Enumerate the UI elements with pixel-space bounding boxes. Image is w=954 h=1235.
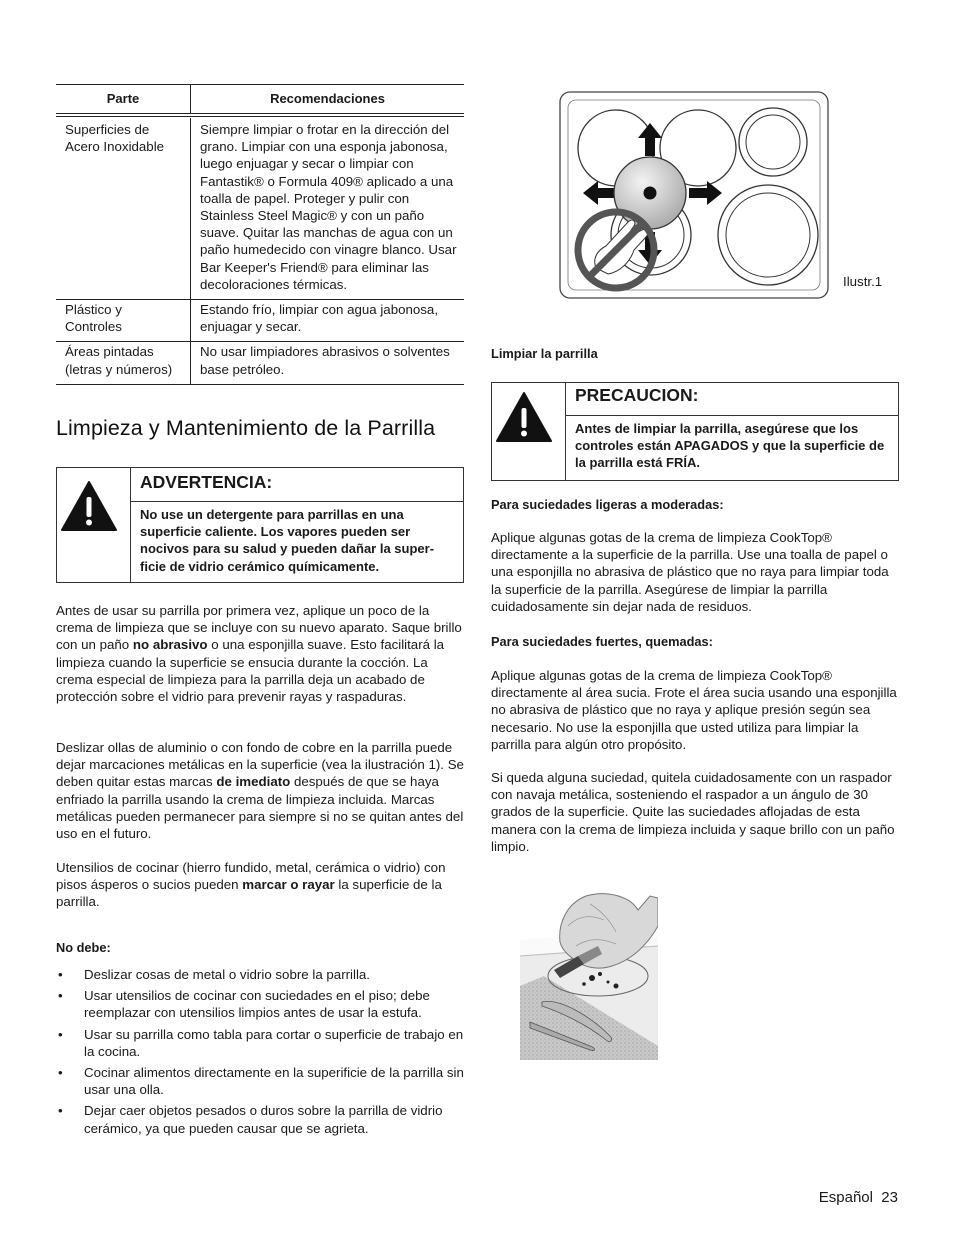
cell-recommendation: No usar limpiadores abrasivos o solventes base petróleo.: [200, 344, 450, 377]
list-item: • Dejar caer objetos pesados o duros sobre la parrilla de vidrio cerámico, ya que pueden causar que se agrieta.: [56, 1102, 466, 1136]
paragraph-metal-marks: Deslizar ollas de aluminio o con fondo de cobre en la parrilla puede dejar marcaciones metálicas en la superficie (vea la ilustración 1). Se deben quitar estas marcas de imediato después de que se haya enfriado la parrilla usando la crema de limpieza incluida. Marcas metálicas pueden permanecer para siempre si no se quitan antes del uso en el futuro.: [56, 740, 464, 842]
caution-box: [491, 382, 899, 481]
page-footer: Español 23: [818, 1189, 898, 1206]
list-item: • Usar su parrilla como tabla para cortar o superficie de trabajo en la cocina.: [56, 1026, 466, 1060]
list-item: • Usar utensilios de cocinar con suciedades en el piso; debe reemplazar con utensilios limpios antes de usar la estufa.: [56, 987, 466, 1021]
no-debe-list: [56, 966, 466, 1141]
caution-title: PRECAUCION:: [566, 383, 898, 416]
section-title: Limpieza y Mantenimiento de la Parrilla: [56, 416, 436, 440]
cell-part: Superficies de Acero Inoxidable: [56, 118, 191, 299]
table-row: [56, 118, 464, 300]
table-row: [56, 300, 464, 342]
heavy-soil-text: Aplique algunas gotas de la crema de limpieza CookTop® directamente al área sucia. Frote el área sucia usando una esponjilla no abrasiva de plástico que no raya y aplique presión según sea necesario. No use la esponjilla que usted utiliza para limpiar la parrilla para algún otro propósito.: [491, 668, 897, 752]
cell-part: Plástico y Controles: [56, 300, 191, 341]
warning-title: ADVERTENCIA:: [131, 468, 463, 502]
limpiar-title: Limpiar la parrilla: [491, 346, 598, 361]
scraper-illustration: [520, 886, 658, 1060]
light-soil-title: Para suciedades ligeras a moderadas:: [491, 497, 724, 512]
care-table: [56, 84, 464, 385]
paragraph-utensils: Utensilios de cocinar (hierro fundido, metal, cerámica o vidrio) con pisos ásperos o sucios pueden marcar o rayar la superficie de la parrilla.: [56, 860, 446, 910]
cooktop-illustration: [558, 90, 830, 302]
header-parte: Parte: [56, 85, 191, 113]
warning-box: [56, 467, 464, 583]
caution-text: Antes de limpiar la parrilla, asegúrese que los controles están APAGADOS y que la superficie de la parrilla está FRÍA.: [575, 421, 885, 471]
cell-recommendation: Siempre limpiar o frotar en la dirección del grano. Limpiar con una esponja jabonosa, luego enjuagar y secar o limpiar con Fantastik® o Formula 409® aplicado a una toalla de papel. Proteger y pulir con Stainless Steel Magic® y con un paño suave. Quitar las manchas de agua con un paño humedecido con vinagre blanco. Usar Bar Keeper's Friend® para eliminar las decoloraciones térmicas.: [200, 122, 457, 292]
cell-part: Áreas pintadas (letras y números): [56, 342, 191, 383]
illustration-1-label: Ilustr.1: [843, 274, 883, 289]
table-row: [56, 342, 464, 384]
cell-recommendation: Estando frío, limpiar con agua jabonosa, enjuagar y secar.: [200, 302, 439, 335]
list-item: • Deslizar cosas de metal o vidrio sobre la parrilla.: [56, 966, 466, 983]
light-soil-text: Aplique algunas gotas de la crema de limpieza CookTop® directamente a la superficie de la parrilla. Use una toalla de papel o una esponjilla no abrasiva de plástico que no raya para limpiar toda la superficie de la parrilla. Asegúrese de limpiar la parrilla cuidadosamente sin dejar nada de residuos.: [491, 530, 889, 614]
no-debe-title: No debe:: [56, 940, 111, 955]
scraper-text: Si queda alguna suciedad, quitela cuidadosamente con un raspador con navaja metálica, sosteniendo el raspador a un ángulo de 30 grados de la superficie. Quite las suciedades aflojadas de esta manera con la crema de limpieza incluida y saque brillo con un paño limpio.: [491, 770, 895, 854]
warning-text: No use un detergente para parrillas en una superficie caliente. Los vapores pueden ser nocivos para su salud y pueden dañar la super-ficie de vidrio cerámico químicamente.: [140, 507, 435, 574]
warning-triangle-icon: [60, 480, 118, 532]
table-header: [56, 85, 464, 114]
heavy-soil-title: Para suciedades fuertes, quemadas:: [491, 634, 713, 649]
header-recomendaciones: Recomendaciones: [270, 91, 385, 106]
paragraph-first-use: Antes de usar su parrilla por primera vez, aplique un poco de la crema de limpieza que se incluye con su nuevo aparato. Saque brillo con un paño no abrasivo o una esponjilla suave. Esto facilitará la limpieza cuando la superficie se ensucia durante la cocción. La crema especial de limpieza para la parrilla deja un acabado de protección sobre el vidrio para prevenir rayas y raspaduras.: [56, 603, 462, 705]
list-item: • Cocinar alimentos directamente en la superificie de la parrilla sin usar una olla.: [56, 1064, 466, 1098]
warning-triangle-icon: [495, 391, 553, 443]
